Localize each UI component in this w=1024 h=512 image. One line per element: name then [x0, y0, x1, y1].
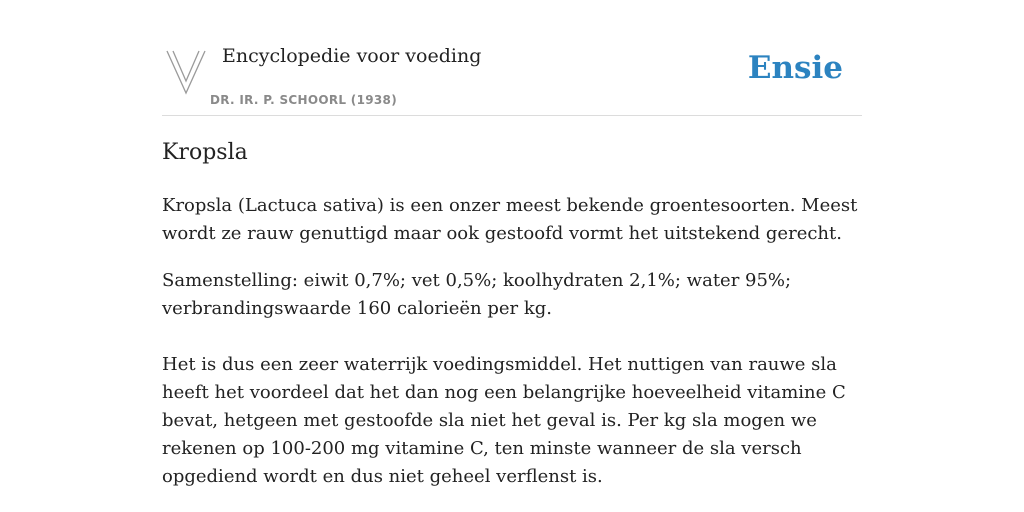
paragraph-intro: Kropsla (Lactuca sativa) is een onzer meest bekende groentesoorten. Meest wordt ze rauw genuttigd maar ook gestoofd vormt het uitstekend gerecht. [162, 195, 858, 244]
book-title: Encyclopedie voor voeding [222, 45, 482, 67]
v-logo-icon[interactable] [165, 49, 207, 95]
entry-title: Kropsla [162, 140, 248, 165]
paragraph-composition: Samenstelling: eiwit 0,7%; vet 0,5%; koolhydraten 2,1%; water 95%; verbrandingswaarde 160 calorieën per kg. [162, 270, 792, 319]
brand-logo[interactable]: Ensie [747, 50, 843, 86]
paragraph-vitamin: Het is dus een zeer waterrijk voedingsmiddel. Het nuttigen van rauwe sla heeft het voordeel dat het dan nog een belangrijke hoeveelheid vitamine C bevat, hetgeen met gestoofde sla niet het geval is. Per kg sla mogen we rekenen op 100-200 mg vitamine C, ten minste wanneer de sla versch opgediend wordt en dus niet geheel verflenst is. [162, 354, 846, 487]
author-line: DR. IR. P. SCHOORL (1938) [210, 93, 397, 107]
header [162, 38, 862, 116]
